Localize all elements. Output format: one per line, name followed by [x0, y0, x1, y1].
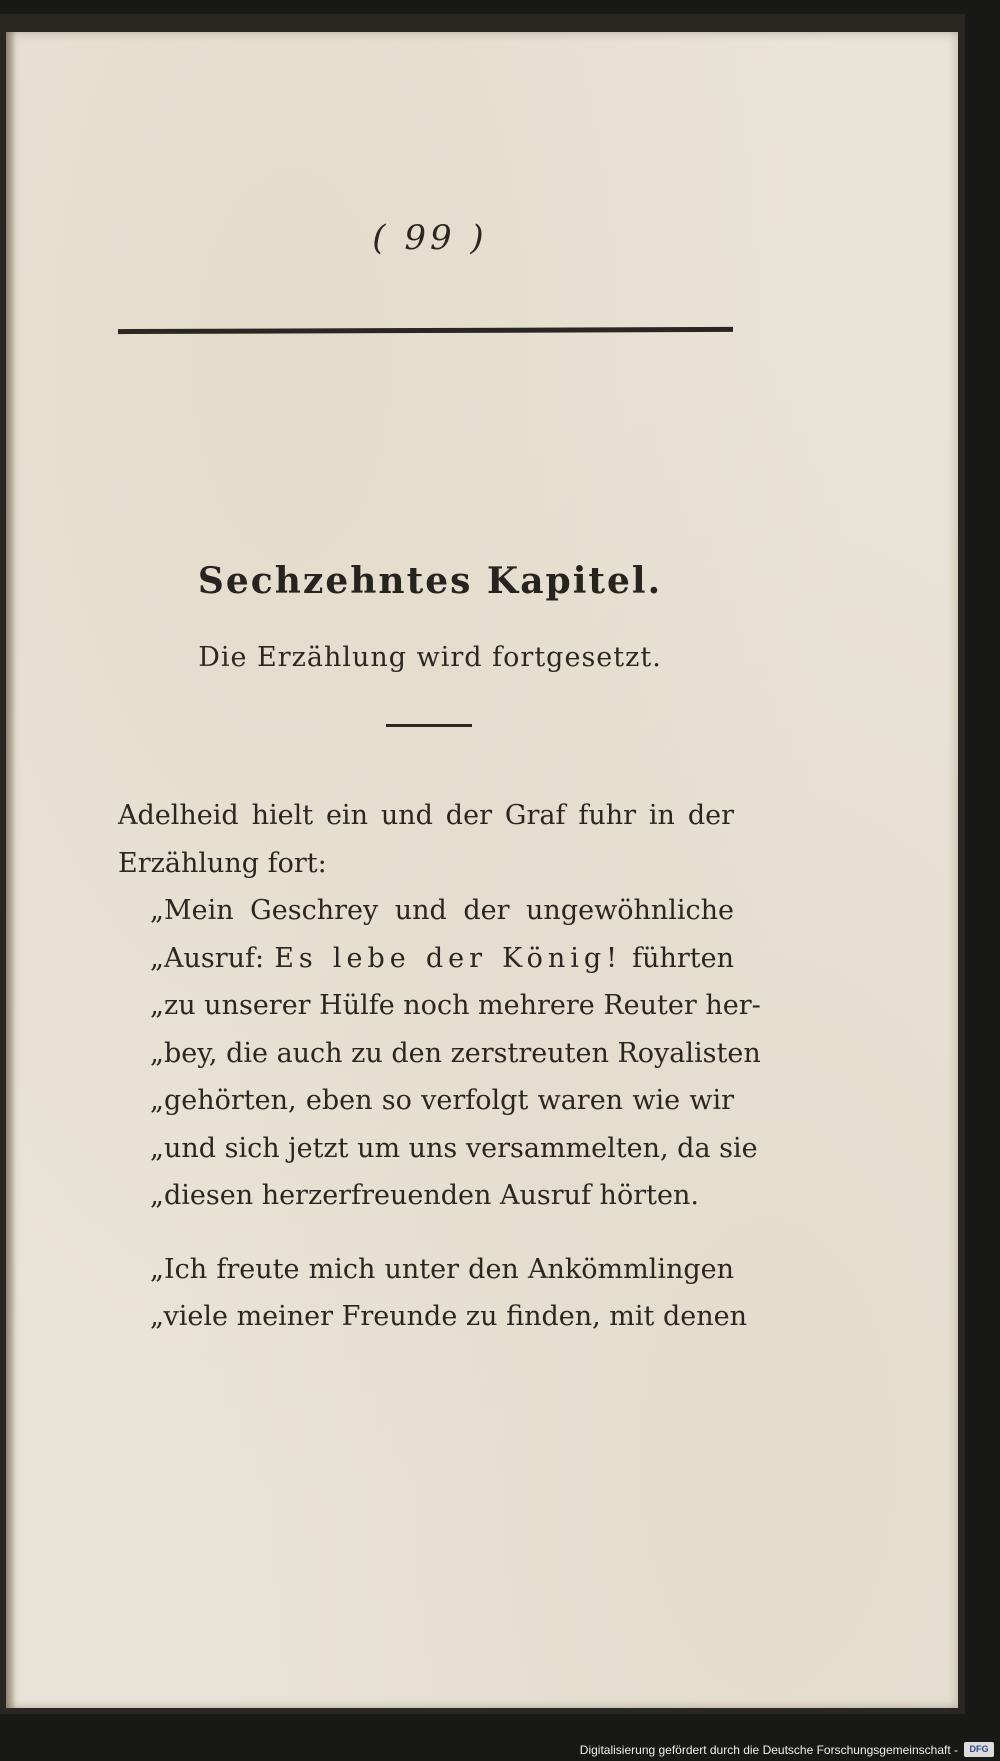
- emphasized-text: Es lebe der König!: [274, 942, 622, 974]
- text-segment: „Ausruf:: [150, 942, 275, 974]
- text-line: [118, 935, 734, 983]
- text-line: „Mein Geschrey und der ungewöhnliche: [150, 895, 734, 926]
- dfg-logo: DFG: [964, 1742, 994, 1757]
- text-line: „Ich freute mich unter den Ankömmlingen: [150, 1253, 734, 1285]
- paragraph-gap: [118, 1220, 734, 1246]
- page-gutter-shadow: [6, 32, 16, 1708]
- text-line: „und sich jetzt um uns versammelten, da sie: [150, 1132, 758, 1164]
- text-segment: führten: [622, 942, 734, 974]
- digitization-credit: Digitalisierung gefördert durch die Deutsche Forschungsgemeinschaft -: [579, 1743, 958, 1757]
- section-divider: [386, 724, 472, 727]
- text-line: „gehörten, eben so verfolgt waren wie wir: [150, 1085, 734, 1116]
- text-line: „viele meiner Freunde zu finden, mit denen: [150, 1301, 747, 1332]
- text-line: „zu unserer Hülfe noch mehrere Reuter her-: [150, 990, 761, 1021]
- chapter-subtitle: Die Erzählung wird fortgesetzt.: [198, 642, 662, 673]
- text-line: Erzählung fort:: [118, 847, 327, 879]
- page-number: ( 99 ): [372, 218, 488, 258]
- text-line: „bey, die auch zu den zerstreuten Royalisten: [150, 1037, 761, 1069]
- text-line: „diesen herzerfreuenden Ausruf hörten.: [150, 1180, 699, 1211]
- chapter-title: Sechzehntes Kapitel.: [197, 560, 663, 602]
- body-text: [118, 792, 761, 1341]
- text-line: Adelheid hielt ein und der Graf fuhr in der: [118, 800, 734, 831]
